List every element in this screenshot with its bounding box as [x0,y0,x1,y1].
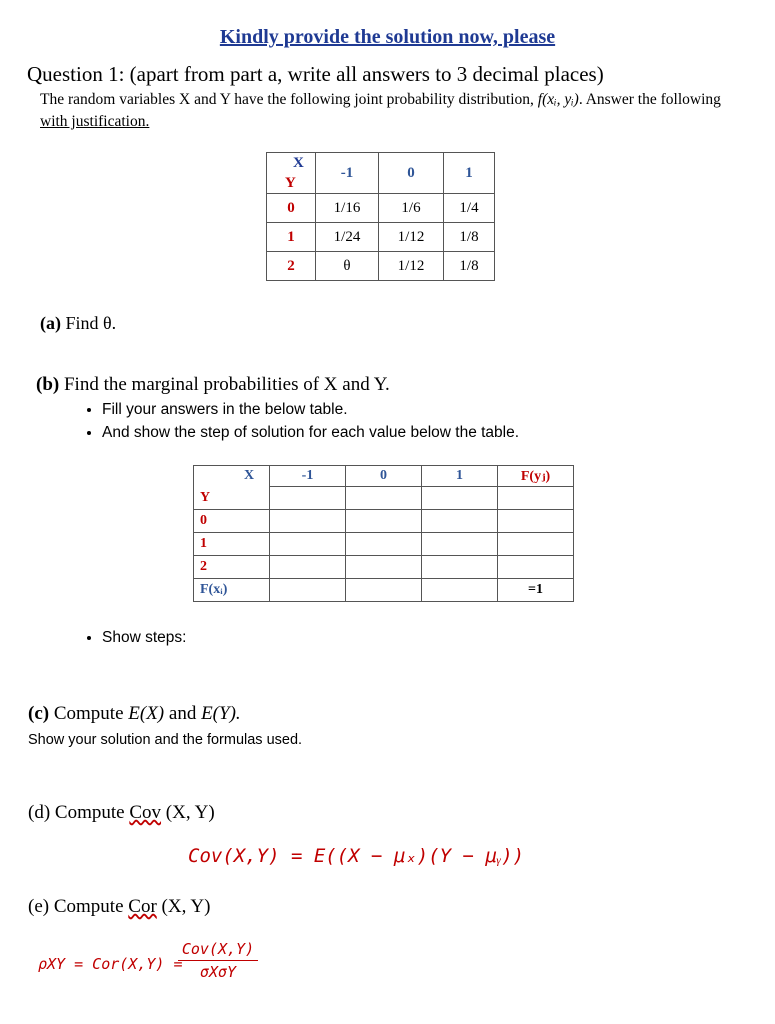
table-cell: 1/12 [379,252,444,281]
answer-cell[interactable] [270,556,346,579]
answer-cell[interactable] [346,487,422,510]
fraction-denominator: σXσY [199,963,237,981]
table-cell: 1/6 [379,194,444,223]
x-axis-label: X [244,468,255,484]
answer-cell[interactable] [270,579,346,602]
list-item: • Fill your answers in the below table. [102,398,519,421]
list-item: • And show the step of solution for each value below the table. [102,421,519,444]
show-steps-list [78,629,186,647]
table-cell: 1/16 [316,194,379,223]
y-header: 0 [267,194,316,223]
part-e [28,896,210,918]
part-a [40,313,116,334]
marginal-table [193,465,574,602]
answer-cell[interactable] [498,510,574,533]
part-b [36,374,390,396]
part-e-pre: (e) Compute [28,896,129,917]
x-header: 0 [379,153,444,194]
fy-header: F(yⱼ) [498,466,574,487]
answer-cell[interactable] [270,510,346,533]
part-e-post: (X, Y) [156,896,211,917]
answer-cell[interactable] [422,556,498,579]
table-cell: 1/24 [316,223,379,252]
part-c-label: (c) [28,703,50,724]
x-header: 1 [444,153,495,194]
answer-cell[interactable] [346,510,422,533]
answer-cell[interactable] [422,510,498,533]
intro-part1: The random variables X and Y have the following joint probability distribution, [40,91,538,108]
answer-cell[interactable] [498,533,574,556]
part-c [28,703,241,725]
answer-cell[interactable] [270,487,346,510]
part-d [28,802,215,824]
y-header: 2 [194,556,270,579]
correlation-formula-lhs: ρXY = Cor(X,Y) = [38,955,183,973]
part-c-ex: E(X) [128,703,165,724]
part-c-ey: E(Y). [201,703,241,724]
fx-label: F(xᵢ) [194,579,270,602]
x-header: -1 [316,153,379,194]
answer-cell[interactable] [346,556,422,579]
page-title: Kindly provide the solution now, please [219,26,556,48]
answer-cell[interactable] [498,556,574,579]
list-item: • Show steps: [102,629,186,647]
table-row [267,194,495,223]
y-header: 1 [194,533,270,556]
fraction-numerator: Cov(X,Y) [178,940,258,961]
joint-probability-table [266,152,495,281]
table-row [267,223,495,252]
table-corner [194,466,270,487]
x-header: 0 [346,466,422,487]
part-c-text: Compute [49,703,129,724]
part-d-pre: (d) Compute [28,802,130,823]
x-header: -1 [270,466,346,487]
part-c-and: and [164,703,202,724]
part-b-text: Find the marginal probabilities of X and Y. [59,374,390,395]
intro-text [40,91,721,109]
table-cell: 1/4 [444,194,495,223]
y-header: 1 [267,223,316,252]
part-e-word: Cor [128,896,157,917]
covariance-formula: Cov(X,Y) = E((X − μₓ)(Y − μᵧ)) [188,845,525,867]
answer-cell[interactable] [498,487,574,510]
table-row [194,579,574,602]
intro-function: f(xᵢ, yᵢ) [537,91,579,108]
total-cell: =1 [498,579,574,602]
table-row [194,533,574,556]
answer-cell[interactable] [346,579,422,602]
part-d-word: Cov [129,802,162,823]
table-row [194,556,574,579]
x-header: 1 [422,466,498,487]
y-header: 2 [267,252,316,281]
x-axis-label: X [293,155,304,171]
table-cell: 1/8 [444,223,495,252]
table-corner [267,153,316,194]
answer-cell[interactable] [422,533,498,556]
table-cell: θ [316,252,379,281]
question-heading: Question 1: (apart from part a, write all answers to 3 decimal places) [27,62,604,86]
table-row [267,252,495,281]
y-axis-label: Y [194,487,270,510]
y-axis-label: Y [285,175,296,191]
answer-cell[interactable] [422,487,498,510]
part-b-label: (b) [36,374,60,395]
intro-text-line2: with justification. [40,113,150,130]
answer-cell[interactable] [270,533,346,556]
part-d-post: (X, Y) [161,802,215,823]
correlation-fraction [178,940,258,981]
answer-cell[interactable] [346,533,422,556]
table-cell: 1/12 [379,223,444,252]
y-header: 0 [194,510,270,533]
part-a-text: Find θ. [61,313,117,333]
part-c-note: Show your solution and the formulas used. [28,732,303,748]
answer-cell[interactable] [422,579,498,602]
table-cell: 1/8 [444,252,495,281]
intro-part2: . Answer the following [578,91,721,108]
part-a-label: (a) [40,313,61,333]
part-b-instructions [78,398,519,444]
table-row [194,510,574,533]
